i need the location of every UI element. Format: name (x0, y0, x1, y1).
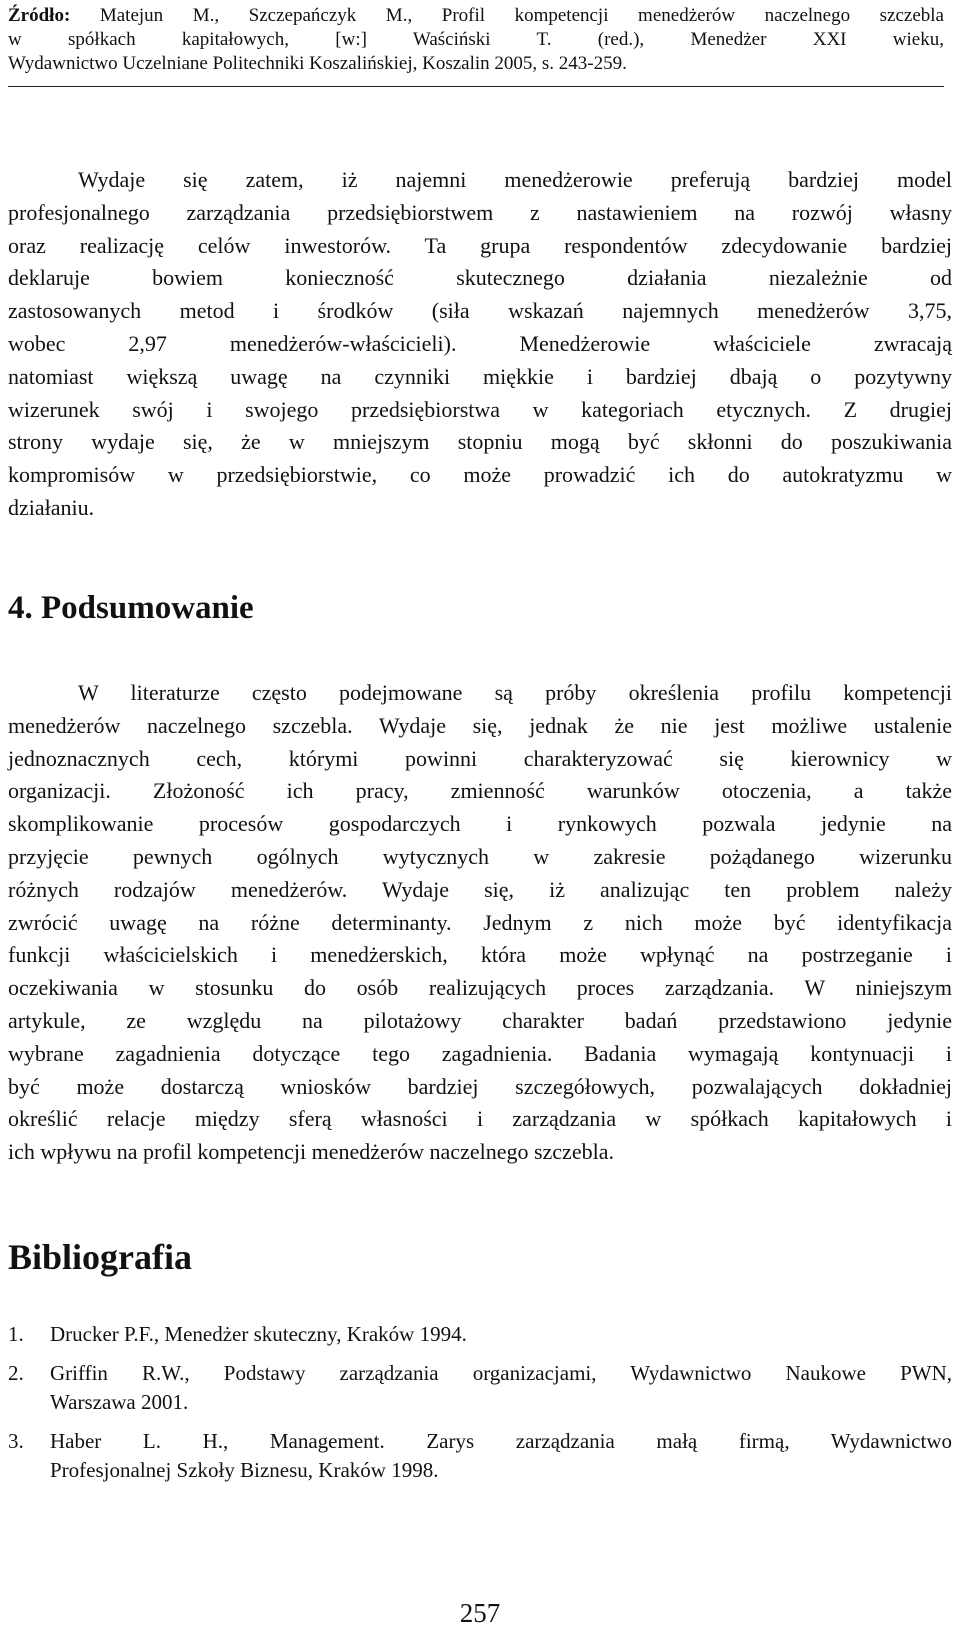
paragraph-line: natomiast większą uwagę na czynniki miękkie i bardziej dbają o pozytywny (8, 363, 952, 389)
bibliography-item-line: Drucker P.F., Menedżer skuteczny, Kraków 1994. (50, 1322, 467, 1346)
section-heading: 4. Podsumowanie (8, 590, 254, 626)
bibliography-heading: Bibliografia (8, 1237, 193, 1277)
source-citation (8, 4, 944, 87)
source-line-text: Matejun M., Szczepańczyk M., Profil kompetencji menedżerów naczelnego szczebla (70, 5, 944, 26)
paragraph-line: Wydaje się zatem, iż najemni menedżerowie preferują bardziej model (78, 167, 952, 192)
bibliography-item-line: Griffin R.W., Podstawy zarządzania organizacjami, Wydawnictwo Naukowe PWN, (50, 1360, 952, 1385)
bibliography-item-line: Profesjonalnej Szkoły Biznesu, Kraków 1998. (50, 1458, 439, 1482)
bibliography-list (8, 1320, 952, 1495)
paragraph-line: zwrócić uwagę na różne determinanty. Jednym z nich może być identyfikacja (8, 909, 952, 935)
bibliography-item-number: 2. (8, 1360, 24, 1385)
bibliography-item (8, 1320, 952, 1350)
bibliography-item-number: 1. (8, 1322, 24, 1346)
paragraph-line: jednoznacznych cech, którymi powinni charakteryzować się kierownicy w (8, 745, 952, 771)
paragraph-line: skomplikowanie procesów gospodarczych i rynkowych pozwala jedynie na (8, 811, 952, 837)
paragraph-line: wybrane zagadnienia dotyczące tego zagadnienia. Badania wymagają kontynuacji i (8, 1040, 952, 1066)
paragraph-line: wobec 2,97 menedżerów-właścicieli). Menedżerowie właściciele zwracają (8, 330, 952, 356)
page-number: 257 (459, 1598, 501, 1628)
paragraph-line: być może dostarczą wniosków bardziej szczegółowych, pozwalających dokładniej (8, 1073, 952, 1099)
source-line: Wydawnictwo Uczelniane Politechniki Koszalińskiej, Koszalin 2005, s. 243-259. (8, 53, 627, 74)
bibliography-item-number: 3. (8, 1428, 24, 1453)
bibliography-item-line: Warszawa 2001. (50, 1390, 189, 1414)
paragraph-line: W literaturze często podejmowane są próby określenia profilu kompetencji (78, 680, 952, 705)
paragraph-line: oraz realizację celów inwestorów. Ta grupa respondentów zdecydowanie bardziej (8, 232, 952, 258)
bibliography-item (8, 1427, 952, 1486)
paragraph-line: różnych rodzajów menedżerów. Wydaje się, iż analizując ten problem należy (8, 876, 952, 902)
paragraph-line: przyjęcie pewnych ogólnych wytycznych w zakresie pożądanego wizerunku (8, 843, 952, 869)
paragraph-line: deklaruje bowiem konieczność skutecznego działania niezależnie od (8, 265, 952, 291)
paragraph-line: działaniu. (8, 494, 95, 520)
paragraph-line: strony wydaje się, że w mniejszym stopniu mogą być skłonni do poszukiwania (8, 429, 952, 455)
paragraph-line: organizacji. Złożoność ich pracy, zmienność warunków otoczenia, a także (8, 778, 952, 804)
paragraph-line: zastosowanych metod i środków (siła wskazań najemnych menedżerów 3,75, (8, 298, 952, 324)
document-page (8, 0, 952, 1632)
paragraph-line: menedżerów naczelnego szczebla. Wydaje się, jednak że nie jest możliwe ustalenie (8, 712, 952, 738)
body-paragraph-1 (8, 164, 952, 525)
bibliography-item-line: Haber L. H., Management. Zarys zarządzania małą firmą, Wydawnictwo (50, 1428, 952, 1453)
paragraph-line: kompromisów w przedsiębiorstwie, co może prowadzić ich do autokratyzmu w (8, 462, 952, 488)
bibliography-item (8, 1359, 952, 1418)
body-paragraph-2 (8, 677, 952, 1169)
paragraph-line: artykule, ze względu na pilotażowy charakter badań przedstawiono jedynie (8, 1007, 952, 1033)
paragraph-line: wizerunek swój i swojego przedsiębiorstwa w kategoriach etycznych. Z drugiej (8, 396, 952, 422)
paragraph-line: oczekiwania w stosunku do osób realizujących proces zarządzania. W niniejszym (8, 975, 952, 1001)
paragraph-line: określić relacje między sferą własności i zarządzania w spółkach kapitałowych i (8, 1106, 952, 1132)
paragraph-line: profesjonalnego zarządzania przedsiębiorstwem z nastawieniem na rozwój własny (8, 199, 952, 225)
paragraph-line: ich wpływu na profil kompetencji menedżerów naczelnego szczebla. (8, 1139, 614, 1165)
source-line: w spółkach kapitałowych, [w:] Waściński T. (red.), Menedżer XXI wieku, (8, 29, 944, 50)
source-label: Źródło: (8, 5, 71, 26)
paragraph-line: funkcji właścicielskich i menedżerskich, która może wpłynąć na postrzeganie i (8, 942, 952, 968)
source-line (8, 4, 944, 28)
